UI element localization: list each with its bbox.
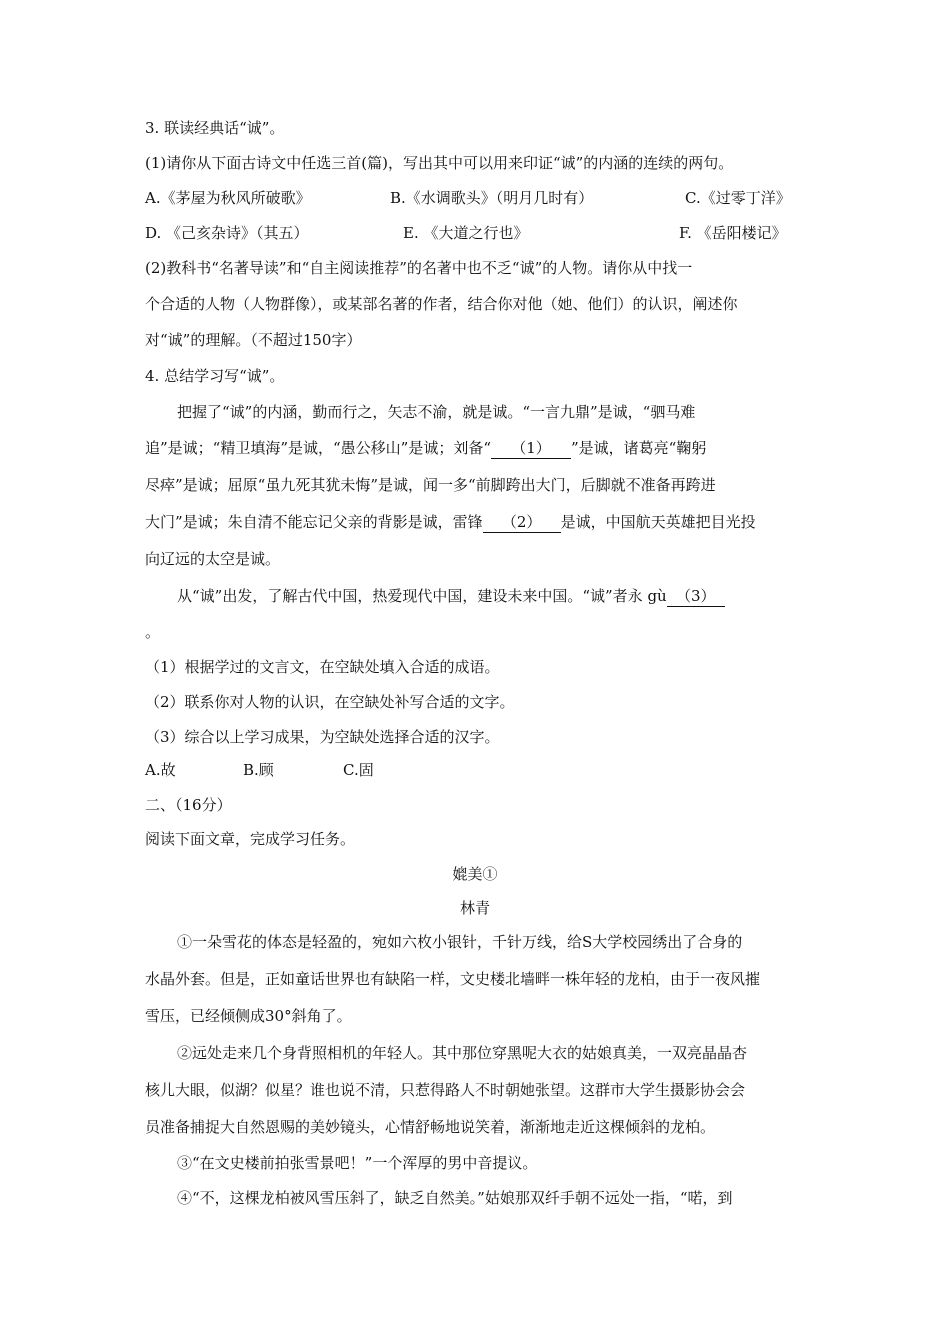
option-e: E. 《大道之行也》 [403,224,529,242]
choice-b: B.顾 [243,761,274,779]
q3-sub2-line2: 个合适的人物（人物群像），或某部名著的作者，结合你对他（她、他们）的认识，阐述你 [145,295,738,313]
q4-task-1: （1）根据学过的文言文，在空缺处填入合适的成语。 [145,658,500,676]
option-row-1 [145,188,791,208]
q4-p1-line2: 追”是诚；“精卫填海”是诚，“愚公移山”是诚；刘备“ （1） ”是诚，诸葛亮“鞠躬 [145,439,707,457]
q3-sub2-line3: 对“诚”的理解。（不超过150字） [145,331,362,349]
article-para-3: ③“在文史楼前拍张雪景吧！”一个浑厚的男中音提议。 [177,1154,538,1172]
q4-p2-line1: 从“诚”出发，了解古代中国，热爱现代中国，建设未来中国。“诚”者永 gù （3） [177,586,725,607]
section-2-instruction: 阅读下面文章，完成学习任务。 [145,830,356,848]
article-para-1-line2: 水晶外套。但是，正如童话世界也有缺陷一样，文史楼北墙畔一株年轻的龙柏，由于一夜风摧 [145,970,761,988]
option-a: A.《茅屋为秋风所破歌》 [145,189,311,207]
option-f: F. 《岳阳楼记》 [679,224,787,242]
q4-title: 4. 总结学习写“诚”。 [145,367,285,385]
blank-2: （2） [483,512,561,533]
option-b: B.《水调歌头》（明月几时有） [390,189,594,207]
article-para-4-line1: ④“不，这棵龙柏被风雪压斜了，缺乏自然美。”姑娘那双纤手朝不远处一指，“喏，到 [177,1189,733,1207]
choice-c: C.固 [343,761,374,779]
q3-sub2-line1: (2)教科书“名著导读”和“自主阅读推荐”的名著中也不乏“诚”的人物。请你从中找一 [145,259,693,277]
article-title: 媲美① [452,865,498,883]
q4-p1-line3: 尽瘁”是诚；屈原“虽九死其犹未悔”是诚，闻一多“前脚跨出大门，后脚就不准备再跨进 [145,476,716,494]
option-d: D. 《己亥杂诗》（其五） [145,224,309,242]
blank-3: （3） [667,586,725,607]
section-2-heading: 二、（16分） [145,796,232,814]
article-para-2-line3: 员准备捕捉大自然恩赐的美妙镜头，心情舒畅地说笑着，渐渐地走近这棵倾斜的龙柏。 [145,1118,716,1136]
option-row-2 [145,223,787,243]
q4-p1-line1: 把握了“诚”的内涵，勤而行之，矢志不渝，就是诚。“一言九鼎”是诚，“驷马难 [177,403,696,421]
q4-p1-line4: 大门”是诚；朱自清不能忘记父亲的背影是诚，雷锋 （2） 是诚，中国航天英雄把目光投 [145,513,756,531]
article-para-2-line2: 核儿大眼，似湖？似星？谁也说不清，只惹得路人不时朝她张望。这群市大学生摄影协会会 [145,1081,746,1099]
article-para-1-line3: 雪压，已经倾侧成30°斜角了。 [145,1007,352,1025]
article-para-2-line1: ②远处走来几个身背照相机的年轻人。其中那位穿黑呢大衣的姑娘真美，一双亮晶晶杏 [177,1044,748,1062]
q3-sub1: (1)请你从下面古诗文中任选三首(篇)，写出其中可以用来印证“诚”的内涵的连续的两句。 [145,154,734,172]
article-para-1-line1: ①一朵雪花的体态是轻盈的，宛如六枚小银针，千针万线，给S大学校园绣出了合身的 [177,933,743,951]
blank-1: （1） [491,438,571,459]
option-c: C.《过零丁洋》 [685,189,791,207]
q3-title: 3. 联读经典话“诚”。 [145,119,285,137]
choice-a: A.故 [145,761,176,779]
q4-p2-end: 。 [145,623,161,641]
q4-p1-line5: 向辽远的太空是诚。 [145,550,281,568]
article-author: 林青 [459,899,490,917]
q4-task-2: （2）联系你对人物的认识，在空缺处补写合适的文字。 [145,693,515,711]
q4-choices [145,760,374,780]
q4-task-3: （3）综合以上学习成果，为空缺处选择合适的汉字。 [145,728,500,746]
